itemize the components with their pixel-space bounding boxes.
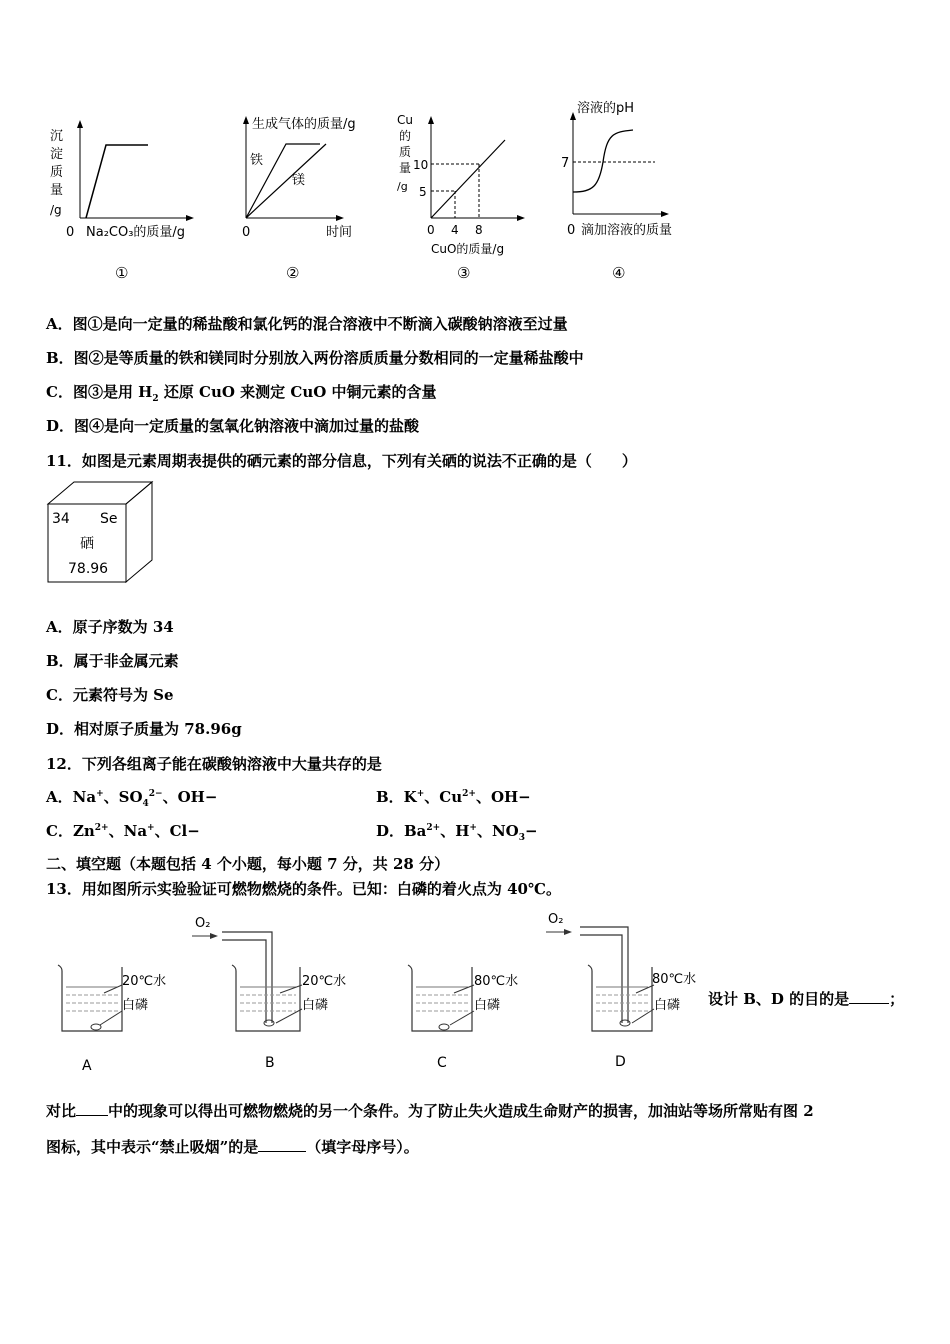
- chart1-curve: [86, 145, 148, 218]
- q10-option-c: C．图③是用 $H_2$ 还原 CuO 来测定 CuO 中铜元素的含量: [46, 383, 437, 404]
- chart2-xlabel: 时间: [326, 225, 353, 240]
- q11-option-a: A．原子序数为 34: [46, 618, 174, 636]
- chart1-ylabel-3: 量: [50, 183, 64, 198]
- q12-option-b: B．K+、$Cu^{2+}$、OH−: [376, 788, 531, 806]
- chart4-xlabel: 滴加溶液的质量: [581, 223, 673, 238]
- q12-option-a: A．Na+、$SO_4^{2-}$、OH−: [46, 788, 218, 809]
- chart2-ylabel: 生成气体的质量/g: [252, 117, 356, 132]
- q13-side-text: 设计 B、D 的目的是 ；: [708, 990, 905, 1008]
- beaker-a-phosphorus: 白磷: [122, 998, 149, 1013]
- chart2-label-1: 铁: [250, 153, 264, 168]
- element-card-se: [44, 478, 159, 586]
- q11-stem: 11．如图是元素周期表提供的硒元素的部分信息，下列有关硒的说法不正确的是（ ）: [46, 452, 637, 470]
- chart1-number: ①: [115, 264, 129, 282]
- chart1-origin: 0: [66, 225, 75, 240]
- chart1-ylabel-2: 质: [50, 165, 64, 180]
- q13-stem: 13．用如图所示实验验证可燃物燃烧的条件。已知：白磷的着火点为 40℃。: [46, 880, 561, 898]
- chart3-xtick-4: 4: [451, 223, 459, 237]
- beaker-d-gas: O₂: [548, 912, 564, 927]
- chart1-ylabel-1: 淀: [50, 147, 64, 162]
- beaker-b: [192, 916, 346, 1071]
- q12-option-c: C．$Zn^{2+}$、Na+、Cl−: [46, 822, 200, 840]
- chart4-ytick-7: 7: [561, 156, 570, 171]
- beaker-figure: [40, 905, 710, 1080]
- chart1-ylabel-4: /g: [50, 203, 62, 217]
- q10-option-a: A．图①是向一定量的稀盐酸和氯化钙的混合溶液中不断滴入碳酸钠溶液至过量: [46, 315, 568, 333]
- q11-option-d: D．相对原子质量为 78.96g: [46, 720, 242, 738]
- answer-blank-3[interactable]: [258, 1151, 306, 1152]
- element-number: 34: [52, 511, 70, 527]
- beaker-a-label: A: [82, 1058, 92, 1074]
- q10-option-d: D．图④是向一定质量的氢氧化钠溶液中滴加过量的盐酸: [46, 417, 420, 435]
- chart1-ylabel-0: 沉: [50, 129, 64, 144]
- answer-blank-2[interactable]: [76, 1115, 108, 1116]
- chart-2: [230, 108, 400, 290]
- element-name: 硒: [80, 536, 94, 552]
- beaker-c-phosphorus: 白磷: [474, 998, 501, 1013]
- beaker-a-water: 20℃水: [122, 974, 167, 989]
- beaker-b-phosphorus: 白磷: [302, 998, 329, 1013]
- chart4-curve: [573, 130, 633, 192]
- chart1-xlabel: Na₂CO₃的质量/g: [86, 225, 186, 240]
- q13-line-1: 对比 中的现象可以得出可燃物燃烧的另一个条件。为了防止失火造成生命财产的损害，加油站等场所常贴有图 2: [46, 1102, 814, 1120]
- chart2-label-2: 镁: [292, 173, 306, 188]
- beaker-c: [408, 965, 518, 1071]
- q13-line-2: 图标，其中表示“禁止吸烟”的是 （填字母序号）。: [46, 1138, 419, 1156]
- answer-blank-1[interactable]: [849, 1003, 889, 1004]
- chart3-xtick-0: 0: [427, 223, 435, 237]
- chart3-ytick-10: 10: [413, 158, 429, 172]
- chart4-number: ④: [612, 264, 626, 282]
- q12-option-d: D．$Ba^{2+}$、H+、$NO_3-$: [376, 822, 538, 843]
- chart3-ylabel-3: 量: [399, 161, 412, 175]
- beaker-d-phosphorus: 白磷: [654, 998, 681, 1013]
- chart3-ylabel-1: 的: [399, 129, 412, 143]
- q11-option-b: B．属于非金属元素: [46, 652, 179, 670]
- beaker-d-label: D: [615, 1054, 626, 1070]
- beaker-a: [58, 965, 166, 1074]
- chart3-ylabel-0: Cu: [397, 113, 413, 127]
- beaker-b-label: B: [265, 1055, 275, 1071]
- chart3-ylabel-4: /g: [397, 180, 408, 193]
- beaker-c-water: 80℃水: [474, 974, 519, 989]
- q10-option-b: B．图②是等质量的铁和镁同时分别放入两份溶质质量分数相同的一定量稀盐酸中: [46, 349, 584, 367]
- element-mass: 78.96: [68, 561, 109, 577]
- chart2-origin: 0: [242, 225, 251, 240]
- chart3-xlabel: CuO的质量/g: [431, 242, 505, 256]
- chart4-ylabel: 溶液的pH: [577, 101, 635, 116]
- q11-option-c: C．元素符号为 Se: [46, 686, 174, 704]
- element-symbol: Se: [100, 511, 118, 527]
- chart3-ylabel-2: 质: [399, 145, 412, 159]
- beaker-c-label: C: [437, 1055, 447, 1071]
- chart3-xtick-8: 8: [475, 223, 483, 237]
- chart-1: [40, 110, 210, 290]
- section-2-heading: 二、填空题（本题包括 4 个小题，每小题 7 分，共 28 分）: [46, 855, 450, 873]
- chart3-ytick-5: 5: [419, 185, 427, 199]
- chart-3: [395, 108, 545, 290]
- beaker-d-water: 80℃水: [652, 972, 697, 987]
- beaker-b-water: 20℃水: [302, 974, 347, 989]
- q12-stem: 12．下列各组离子能在碳酸钠溶液中大量共存的是: [46, 755, 382, 773]
- chart2-number: ②: [286, 264, 300, 282]
- beaker-d: [546, 912, 696, 1070]
- chart-4: [555, 96, 715, 290]
- chart3-line: [431, 140, 505, 218]
- chart4-origin: 0: [567, 223, 576, 238]
- chart3-number: ③: [457, 264, 471, 282]
- beaker-b-gas: O₂: [195, 916, 211, 931]
